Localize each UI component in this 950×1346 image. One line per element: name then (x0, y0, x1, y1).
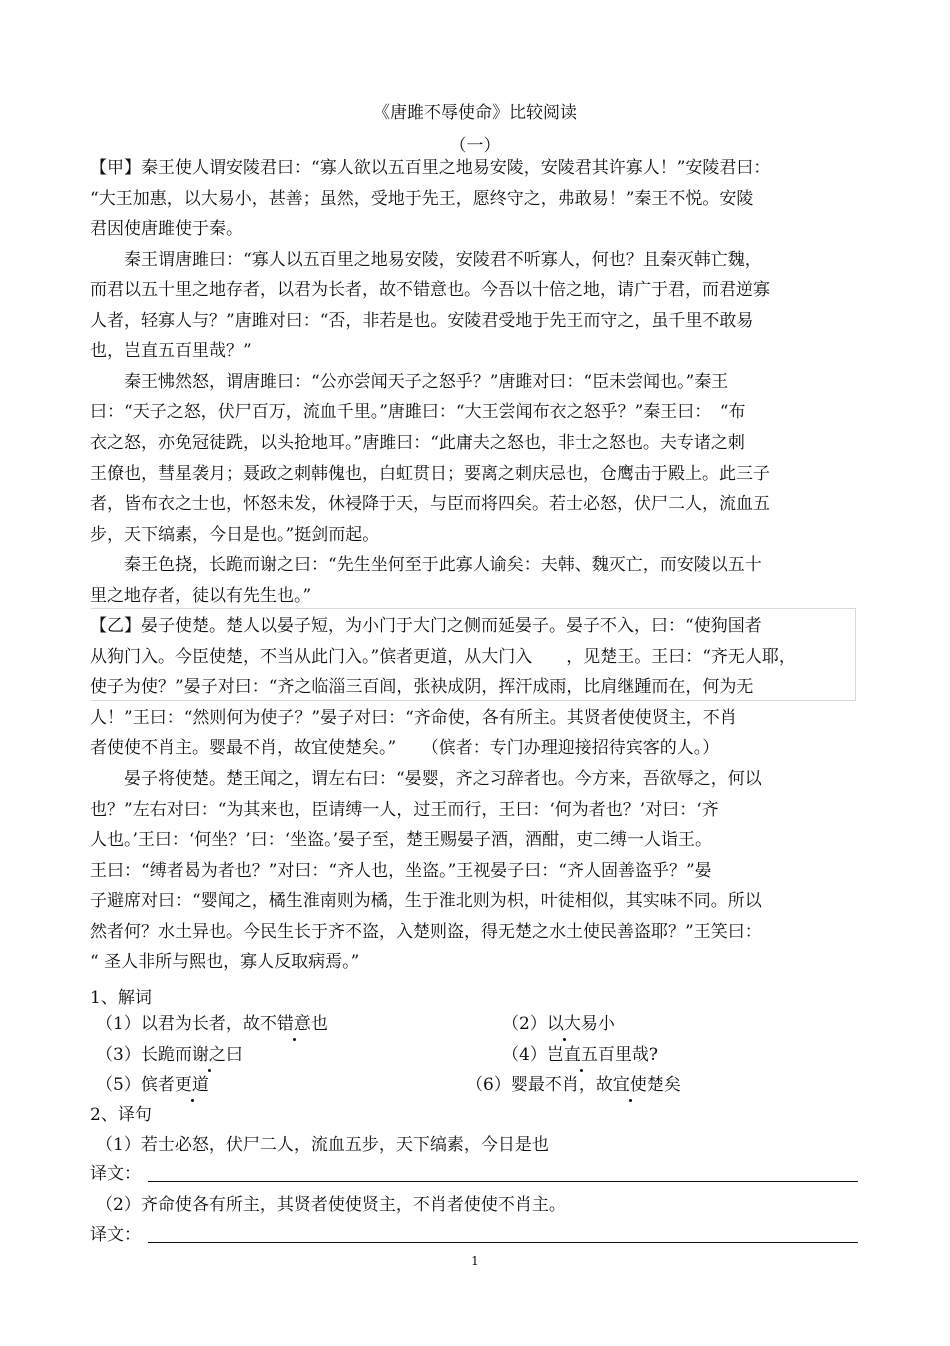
passage-line: 子避席对曰：“婴闻之，橘生淮南则为橘，生于淮北则为枳，叶徒相似，其实味不同。所以 (90, 891, 762, 911)
q1-item-4: （4）岂直五百里哉? (502, 1045, 658, 1065)
question-2-heading: 2、译句 (90, 1105, 152, 1125)
passage-line: 秦王谓唐雎曰：“寡人以五百里之地易安陵，安陵君不听寡人，何也？且秦灭韩亡魏， (90, 250, 762, 270)
passage-line: 人！”王曰：“然则何为使子？”晏子对曰：“齐命使，各有所主。其贤者使使贤主，不肖 (90, 708, 737, 728)
passage-line: 晏子将使楚。楚王闻之，谓左右曰：“晏婴，齐之习辞者也。今方来，吾欲辱之，何以 (90, 769, 762, 789)
passage-line: 【甲】秦王使人谓安陵君曰：“寡人欲以五百里之地易安陵，安陵君其许寡人！”安陵君曰： (90, 158, 771, 178)
passage-line: 曰：“天子之怒，伏尸百万，流血千里。”唐雎曰：“大王尝闻布衣之怒乎？”秦王曰： “布 (90, 402, 746, 422)
passage-line: 【乙】晏子使楚。楚人以晏子短，为小门于大门之侧而延晏子。晏子不入，曰：“使狗国者 (90, 616, 762, 636)
passage-line: 也，岂直五百里哉？” (90, 341, 252, 361)
passage-line: 秦王色挠，长跪而谢之曰：“先生坐何至于此寡人谕矣：夫韩、魏灭亡，而安陵以五十 (90, 555, 762, 575)
passage-line: 君因使唐雎使于秦。 (90, 219, 243, 239)
passage-line: 王僚也，彗星袭月；聂政之刺韩傀也，白虹贯日；要离之刺庆忌也，仓鹰击于殿上。此三子 (90, 464, 770, 484)
q1-item-5: （5）傧者更道 (96, 1075, 209, 1095)
passage-line: 者，皆布衣之士也，怀怒未发，休祲降于天，与臣而将四矣。若士必怒，伏尸二人，流血五 (90, 494, 770, 514)
document-title: 《唐雎不辱使命》比较阅读 (373, 103, 577, 123)
passage-line: 使子为使？”晏子对曰：“齐之临淄三百闾，张袂成阴，挥汗成雨，比肩继踵而在，何为无 (90, 677, 754, 697)
passage-line: 也？”左右对曰：“为其来也，臣请缚一人，过王而行，王曰：‘何为者也？’对曰：‘齐 (90, 800, 719, 820)
passage-line: 里之地存者，徒以有先生也。” (90, 586, 312, 606)
passage-line: “大王加惠，以大易小，甚善；虽然，受地于先王，愿终守之，弗敢易！”秦王不悦。安陵 (90, 189, 754, 209)
passage-line: 从狗门入。今臣使楚，不当从此门入。”傧者更道，从大门入 ，见楚王。王曰：“齐无人耶， (90, 647, 796, 667)
q2-sentence-1: （1）若士必怒，伏尸二人，流血五步，天下缟素，今日是也 (96, 1135, 549, 1155)
q1-item-6: （6）婴最不肖，故宜使楚矣 (466, 1075, 681, 1095)
answer-line-2[interactable] (148, 1242, 858, 1243)
section-number: （一） (449, 136, 501, 156)
passage-line: 人也。’王曰：‘何坐？’曰：‘坐盗。’晏子至，楚王赐晏子酒，酒酣，吏二缚一人诣王。 (90, 830, 713, 850)
passage-line: 人者，轻寡人与？”唐雎对曰：“否，非若是也。安陵君受地于先王而守之，虽千里不敢易 (90, 311, 754, 331)
q1-item-2: （2）以大易小 (502, 1014, 615, 1034)
page-number: 1 (471, 1254, 479, 1268)
passage-line: 王曰：“缚者曷为者也？”对曰：“齐人也，坐盗。”王视晏子曰：“齐人固善盗乎？”晏 (90, 861, 712, 881)
passage-line: 然者何？水土异也。今民生长于齐不盗，入楚则盗，得无楚之水土使民善盗耶？”王笑曰： (90, 922, 762, 942)
passage-line: 而君以五十里之地存者，以君为长者，故不错意也。今吾以十倍之地，请广于君，而君逆寡 (90, 280, 770, 300)
q2-sentence-2: （2）齐命使各有所主，其贤者使使贤主，不肖者使使不肖主。 (96, 1195, 566, 1215)
passage-line: 衣之怒，亦免冠徒跣，以头抢地耳。”唐雎曰：“此庸夫之怒也，非士之怒也。夫专诸之刺 (90, 433, 745, 453)
q1-item-1: （1）以君为长者，故不错意也 (96, 1014, 328, 1034)
q2-answer-label-2: 译文： (90, 1225, 141, 1245)
q1-item-3: （3）长跪而谢之曰 (96, 1045, 243, 1065)
passage-line: 步，天下缟素，今日是也。”挺剑而起。 (90, 525, 380, 545)
question-1-heading: 1、解词 (90, 988, 152, 1008)
passage-line: 秦王怫然怒，谓唐雎曰：“公亦尝闻天子之怒乎？”唐雎对曰：“臣未尝闻也。”秦王 (90, 372, 729, 392)
passage-line: “ 圣人非所与熙也，寡人反取病焉。” (90, 952, 360, 972)
answer-line-1[interactable] (148, 1181, 858, 1182)
q2-answer-label-1: 译文： (90, 1164, 141, 1184)
passage-line: 者使使不肖主。婴最不肖，故宜使楚矣。” （傧者：专门办理迎接招待宾客的人。） (90, 738, 720, 758)
